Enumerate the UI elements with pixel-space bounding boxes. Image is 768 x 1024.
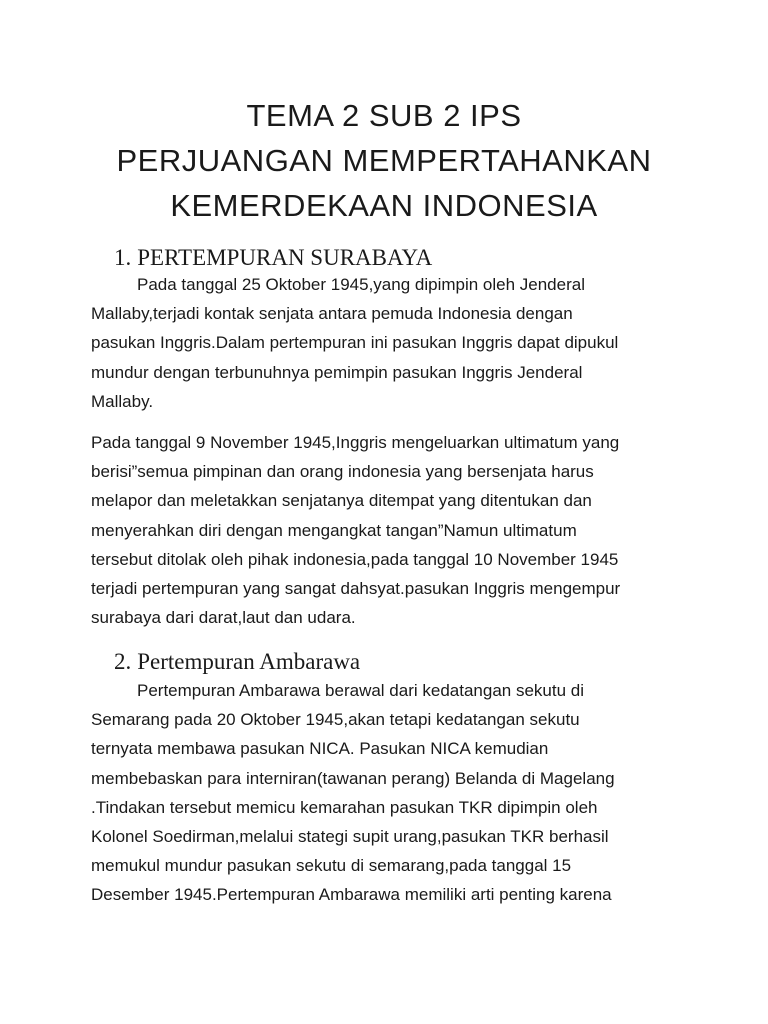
- paragraph-line: melapor dan meletakkan senjatanya ditempat yang ditentukan dan: [91, 491, 592, 511]
- paragraph-surabaya-1: [91, 270, 701, 416]
- paragraph-line: mundur dengan terbunuhnya pemimpin pasukan Inggris Jenderal: [91, 362, 583, 382]
- section-heading-surabaya: [114, 244, 432, 272]
- section-heading-ambarawa: [114, 648, 360, 676]
- document-title-line-1: TEMA 2 SUB 2 IPS: [246, 98, 522, 133]
- paragraph-line: tersebut ditolak oleh pihak indonesia,pada tanggal 10 November 1945: [91, 549, 619, 569]
- paragraph-line: berisi”semua pimpinan dan orang indonesia yang bersenjata harus: [91, 462, 594, 482]
- paragraph-line: pasukan Inggris.Dalam pertempuran ini pasukan Inggris dapat dipukul: [91, 333, 619, 353]
- paragraph-line: ternyata membawa pasukan NICA. Pasukan NICA kemudian: [91, 739, 549, 759]
- section-heading-text: PERTEMPURAN SURABAYA: [137, 245, 433, 270]
- paragraph-line: Pertempuran Ambarawa berawal dari kedatangan sekutu di: [137, 681, 584, 700]
- paragraph-surabaya-2: [91, 428, 701, 632]
- section-heading-text: Pertempuran Ambarawa: [137, 649, 361, 674]
- document-title-line-2: PERJUANGAN MEMPERTAHANKAN: [116, 143, 652, 178]
- paragraph-line: .Tindakan tersebut memicu kemarahan pasukan TKR dipimpin oleh: [91, 797, 598, 817]
- paragraph-line: Mallaby.: [91, 391, 154, 411]
- paragraph-line: memukul mundur pasukan sekutu di semarang,pada tanggal 15: [91, 856, 572, 876]
- paragraph-line: terjadi pertempuran yang sangat dahsyat.pasukan Inggris mengempur: [91, 579, 621, 599]
- paragraph-line: Pada tanggal 9 November 1945,Inggris mengeluarkan ultimatum yang: [91, 433, 620, 452]
- paragraph-line: surabaya dari darat,laut dan udara.: [91, 608, 356, 628]
- section-number: 2.: [114, 649, 132, 674]
- paragraph-line: Desember 1945.Pertempuran Ambarawa memiliki arti penting karena: [91, 885, 612, 905]
- paragraph-line: membebaskan para interniran(tawanan perang) Belanda di Magelang: [91, 768, 615, 788]
- document-title-line-3: KEMERDEKAAN INDONESIA: [170, 188, 598, 223]
- paragraph-line: Kolonel Soedirman,melalui stategi supit urang,pasukan TKR berhasil: [91, 827, 609, 847]
- paragraph-line: Mallaby,terjadi kontak senjata antara pemuda Indonesia dengan: [91, 304, 573, 324]
- paragraph-line: menyerahkan diri dengan mengangkat tangan”Namun ultimatum: [91, 520, 577, 540]
- paragraph-ambarawa-1: [91, 676, 701, 910]
- paragraph-line: Semarang pada 20 Oktober 1945,akan tetapi kedatangan sekutu: [91, 710, 580, 730]
- paragraph-line: Pada tanggal 25 Oktober 1945,yang dipimpin oleh Jenderal: [137, 275, 585, 294]
- section-number: 1.: [114, 245, 132, 270]
